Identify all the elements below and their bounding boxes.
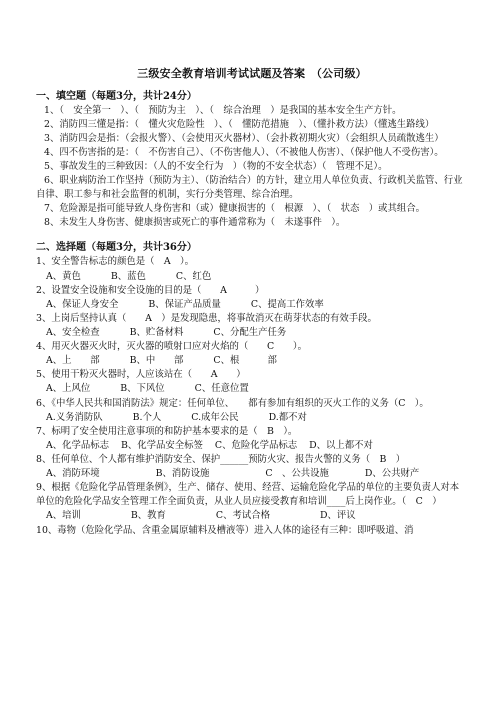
- option: C、红色: [175, 270, 212, 282]
- option: C 、公共设施: [265, 468, 329, 480]
- section-fill-in: [36, 89, 468, 231]
- question-text: 4、用灭火器灭火时，灭火器的喷射口应对火焰的（ C ）。: [36, 341, 307, 353]
- option: B、教育: [130, 510, 166, 522]
- option: A、培训: [46, 510, 81, 522]
- option: A、安全检查: [46, 327, 100, 339]
- choice-question: [36, 481, 468, 523]
- choice-question: [36, 340, 468, 368]
- option-row: [36, 326, 468, 340]
- option: C、危险化学品标志: [214, 439, 298, 451]
- option-row: [36, 509, 468, 523]
- option-row: [36, 467, 468, 481]
- option: A、化学品标志: [46, 439, 110, 451]
- section-heading: 一、填空题（每题3分，共计24分）: [36, 90, 197, 102]
- option: B、保证产品质量: [148, 298, 221, 310]
- option: A、上风位: [46, 383, 91, 395]
- option: D、公共财产: [364, 468, 420, 480]
- section-heading: 二、选择题（每题3分，共计36分）: [36, 242, 197, 254]
- option-row: [36, 354, 468, 368]
- option: B.个人: [132, 411, 162, 423]
- option: A、消防环境: [46, 468, 100, 480]
- option: A、上 部: [46, 355, 100, 367]
- choice-question: [36, 284, 468, 312]
- option: A.义务消防队: [46, 411, 103, 423]
- question-item: 3、消防四会是指：（会报火警）、（会使用灭火器材）、（会扑救初期火灾）（会组织人员疏散逃生）: [44, 132, 444, 144]
- question-text: 5、使用干粉灭火器时，人应该站在（ A ）: [36, 369, 246, 381]
- option: B、贮备材料: [129, 327, 184, 339]
- question-text: 8、任何单位、个人都有维护消防安全、保护______预防火灾、报告火警的义务（ B ）: [36, 454, 406, 466]
- option: C、考试合格: [215, 510, 270, 522]
- question-text: 3、上岗后坚持认真（ A ）是发现隐患，将事故消灭在萌芽状态的有效手段。: [36, 312, 377, 324]
- option-row: [36, 298, 468, 312]
- option: B、下风位: [120, 383, 165, 395]
- option: B、中 部: [129, 355, 184, 367]
- option: B、化学品安全标签: [121, 439, 203, 451]
- option: D.都不对: [268, 411, 307, 423]
- option-row: [36, 382, 468, 396]
- option-row: [36, 411, 468, 425]
- question-item: 6、职业病防治工作坚持（预防为主）、（防治结合）的方针，建立用人单位负责、行政机关监管、行业自律、职工参与和社会监督的机制，实行分类管理、综合治理。: [36, 175, 463, 201]
- option: C、提高工作效率: [250, 298, 324, 310]
- question-text: 7、标明了安全使用注意事项的和防护基本要求的是（ B ）。: [36, 425, 298, 437]
- question-text: 10、毒物（危险化学品、含重金属原辅料及槽液等）进入人体的途径有三种：即呼吸道、消: [36, 524, 414, 536]
- question-text: 2、设置安全设施和安全设施的目的是（ A ）: [36, 284, 265, 296]
- question-text: 1、安全警告标志的颜色是（ A ）。: [36, 256, 195, 268]
- option-row: [36, 439, 468, 453]
- option: D、以上都不对: [309, 439, 373, 451]
- document-title: 三级安全教育培训考试试题及答案 （公司级）: [137, 67, 367, 80]
- option: D、评议: [319, 510, 356, 522]
- choice-question: [36, 425, 468, 453]
- option: C、根 部: [213, 355, 277, 367]
- option: C、任意位置: [194, 383, 249, 395]
- choice-question: [36, 312, 468, 340]
- choice-question: [36, 453, 468, 481]
- choice-question: [36, 524, 468, 538]
- question-item: 7、危险源是指可能导致人身伤害和（或）健康损害的（ 根源 ）、（ 状态 ）或其组合。: [44, 203, 425, 215]
- question-item: 5、事故发生的三种致因：（人的不安全行为 ）（物的不安全状态）（ 管理不足）。: [44, 160, 388, 172]
- question-item: 8、未发生人身伤害、健康损害或死亡的事件通常称为（ 未遂事件 ）。: [44, 217, 346, 229]
- option: C.成年公民: [191, 411, 239, 423]
- question-text: 6、《中华人民共和国消防法》规定：任何单位、 都有参加有组织的灭火工作的义务（C ）。: [36, 397, 429, 409]
- question-text: 9、根据《危险化学品管理条例》，生产、储存、使用、经营、运输危险化学品的单位的主要负责人对本单位的危险化学品安全管理工作全面负责，从业人员应接受教育和培训____后上岗作业。（ C ）: [36, 482, 460, 508]
- question-item: 2、消防四三懂是指：（ 懂火灾危险性 ）、（ 懂防范措施 ）、（懂扑救方法）（懂逃生路线）: [44, 118, 435, 130]
- option-row: [36, 270, 468, 284]
- option: A、黄色: [46, 270, 81, 282]
- choice-question: [36, 368, 468, 396]
- section-multiple-choice: [36, 240, 468, 537]
- question-item: 1、（ 安全第一 ）、（ 预防为主 ）、（ 综合治理 ）是我国的基本安全生产方针。: [44, 104, 402, 116]
- option: B、消防设施: [155, 468, 210, 480]
- option: A、保证人身安全: [46, 298, 119, 310]
- choice-question: [36, 255, 468, 283]
- option: C、分配生产任务: [213, 327, 287, 339]
- question-item: 4、四不伤害指的是：（ 不伤害自己）、（不伤害他人）、（不被他人伤害）、（保护他人不受伤害）。: [44, 146, 444, 158]
- option: B、蓝色: [110, 270, 146, 282]
- choice-question: [36, 397, 468, 425]
